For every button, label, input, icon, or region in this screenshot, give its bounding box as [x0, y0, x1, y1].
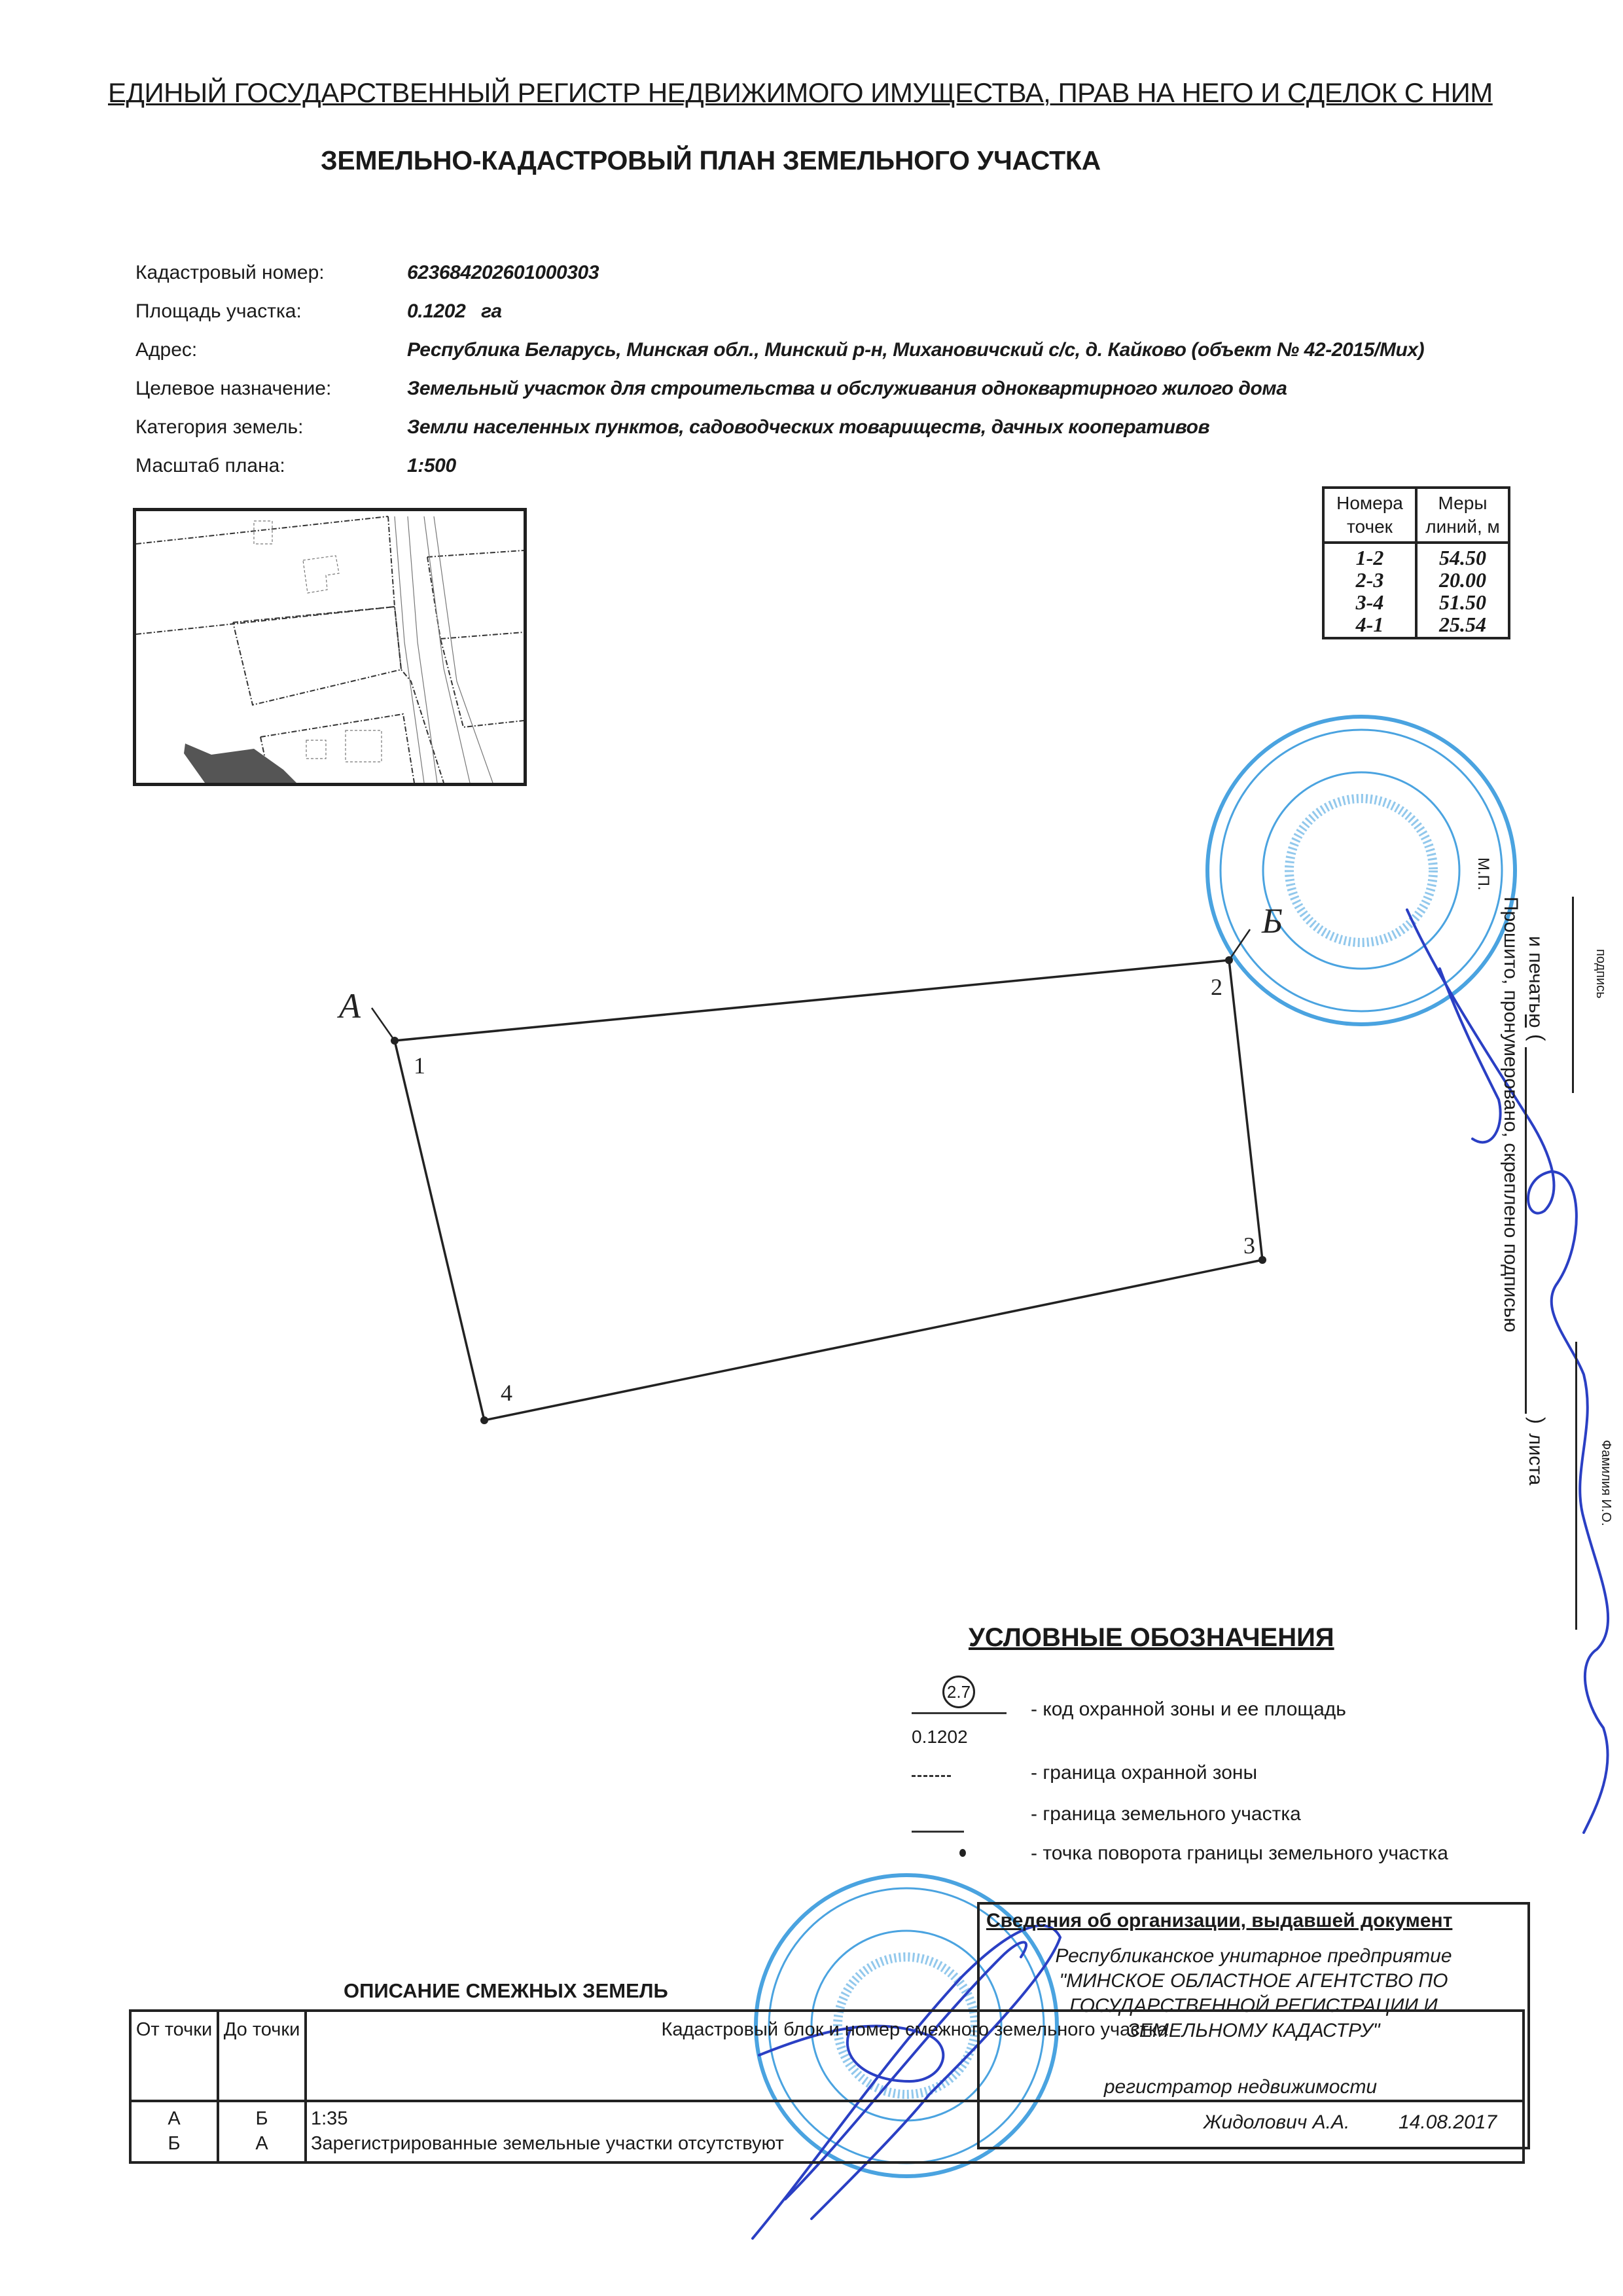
- building-outline: [306, 740, 326, 759]
- point-label-4: 4: [501, 1380, 512, 1406]
- overview-map: [133, 508, 527, 786]
- column-header-from: От точки: [130, 2011, 218, 2101]
- column-header-to: До точки: [218, 2011, 306, 2101]
- cadastral-number-label: Кадастровый номер:: [135, 262, 325, 283]
- adjacency-label-a: А: [339, 986, 361, 1026]
- building-outline: [346, 730, 382, 762]
- point-label-3: 3: [1243, 1232, 1255, 1259]
- table-row: [130, 2131, 1524, 2162]
- adjacent-lands-table: [129, 2009, 1525, 2164]
- issuer-org-line: ЗЕМЕЛЬНОМУ КАДАСТРУ": [1127, 2020, 1380, 2041]
- turning-point-2: [1225, 956, 1233, 964]
- leader-line-b: [1229, 929, 1250, 960]
- points-cell: 4-1: [1323, 613, 1416, 638]
- cadastral-number-value: 623684202601000303: [407, 262, 599, 283]
- from-point-cell: А: [130, 2101, 218, 2131]
- point-label-2: 2: [1211, 974, 1222, 1000]
- table-row: [1323, 613, 1509, 638]
- signature-line: [1572, 897, 1594, 1093]
- points-cell: 2-3: [1323, 569, 1416, 591]
- zone-area-value: 0.1202: [912, 1727, 968, 1747]
- road-edge: [408, 516, 437, 783]
- legend-item-turning-point: - точка поворота границы земельного участка: [1031, 1842, 1448, 1864]
- building-outline: [254, 521, 272, 544]
- issuer-org-line: ГОСУДАРСТВЕННОЙ РЕГИСТРАЦИИ И: [1069, 1995, 1438, 2017]
- table-row: [1323, 543, 1509, 569]
- protection-zone-line-symbol: [912, 1775, 951, 1777]
- area-label: Площадь участка:: [135, 300, 302, 322]
- scale-label: Масштаб плана:: [135, 455, 285, 476]
- building-outline: [303, 556, 339, 593]
- from-point-cell: Б: [130, 2131, 218, 2162]
- open-paren: (: [1525, 1034, 1549, 1041]
- length-cell: 54.50: [1416, 543, 1509, 569]
- legend-item-zone-boundary: - граница охранной зоны: [1031, 1762, 1258, 1784]
- sheet-count-blank: [1525, 1014, 1546, 1028]
- length-cell: 51.50: [1416, 591, 1509, 613]
- issuer-name: Жидолович А.А.: [1204, 2111, 1350, 2133]
- binding-note: [1463, 857, 1620, 1630]
- turning-point-3: [1258, 1256, 1266, 1264]
- binding-text-line1: Прошито, пронумеровано, скреплено подписью: [1500, 897, 1522, 1333]
- length-cell: 25.54: [1416, 613, 1509, 638]
- column-header-lengths: Меры линий, м: [1416, 488, 1509, 543]
- line-lengths-table: [1322, 486, 1510, 639]
- name-caption: Фамилия И.О.: [1599, 1440, 1613, 1526]
- table-row: [1323, 591, 1509, 613]
- neighbor-boundary: [440, 632, 524, 639]
- table-header-row: [1323, 488, 1509, 543]
- points-cell: 1-2: [1323, 543, 1416, 569]
- leader-line-a: [372, 1008, 395, 1041]
- issuer-org-line: Республиканское унитарное предприятие: [1055, 1945, 1452, 1967]
- address-label: Адрес:: [135, 339, 198, 361]
- land-category-value: Земли населенных пунктов, садоводческих товариществ, дачных кооперативов: [407, 416, 1210, 438]
- address-value: Республика Беларусь, Минская обл., Минский р-н, Михановичский с/с, д. Кайково (объект № 42-2015/Мих): [407, 339, 1425, 361]
- water-body: [184, 744, 296, 783]
- land-category-label: Категория земель:: [135, 416, 304, 438]
- description-cell: 1:35: [306, 2101, 1524, 2131]
- zone-code-symbol: 2.7: [942, 1676, 975, 1708]
- table-row: [130, 2101, 1524, 2131]
- issuer-org-line: "МИНСКОЕ ОБЛАСТНОЕ АГЕНТСТВО ПО: [1059, 1970, 1448, 1992]
- name-line: [1575, 1342, 1597, 1630]
- document-title: ЗЕМЕЛЬНО-КАДАСТРОВЫЙ ПЛАН ЗЕМЕЛЬНОГО УЧАСТКА: [321, 145, 1101, 175]
- overview-map-drawing: [136, 511, 524, 783]
- purpose-label: Целевое назначение:: [135, 378, 332, 399]
- signature-caption: подпись: [1594, 949, 1608, 999]
- sheets-word: листа: [1525, 1433, 1546, 1486]
- scale-value: 1:500: [407, 455, 456, 476]
- stamp-inner-ring: [1263, 772, 1459, 969]
- issuer-position: регистратор недвижимости: [1103, 2076, 1378, 2098]
- neighbor-boundary: [427, 557, 524, 727]
- to-point-cell: А: [218, 2131, 306, 2162]
- parcel-boundary-line-symbol: [912, 1831, 964, 1833]
- stamp-ring: [1221, 730, 1502, 1011]
- turning-point-symbol: [959, 1849, 966, 1857]
- neighbor-boundary: [427, 550, 524, 557]
- adjacent-lands-title: ОПИСАНИЕ СМЕЖНЫХ ЗЕМЕЛЬ: [344, 1979, 668, 2002]
- adjacency-label-b: Б: [1262, 901, 1283, 941]
- area-value: 0.1202 га: [407, 300, 502, 322]
- stamp-emblem: [1289, 798, 1433, 942]
- to-point-cell: Б: [218, 2101, 306, 2131]
- parcel-boundary: [395, 960, 1262, 1420]
- turning-point-4: [480, 1416, 488, 1424]
- sheet-count-words-blank: [1525, 1047, 1546, 1414]
- description-cell: Зарегистрированные земельные участки отсутствуют: [306, 2131, 1524, 2162]
- neighbor-boundary: [136, 516, 388, 544]
- table-header-row: [130, 2011, 1524, 2101]
- close-paren: ): [1525, 1417, 1549, 1424]
- issue-date: 14.08.2017: [1399, 2111, 1497, 2133]
- length-cell: 20.00: [1416, 569, 1509, 591]
- legend-item-parcel-boundary: - граница земельного участка: [1031, 1803, 1301, 1825]
- issuer-header: Сведения об организации, выдавшей документ: [986, 1910, 1453, 1931]
- zone-fraction-line: [912, 1712, 1007, 1714]
- column-header-description: Кадастровый блок и номер смежного земельного участка: [306, 2011, 1524, 2101]
- stamp-place-label: М.П.: [1474, 857, 1492, 891]
- legend-item-zone-code: - код охранной зоны и ее площадь: [1031, 1698, 1346, 1720]
- point-label-1: 1: [414, 1052, 425, 1079]
- legend-title: УСЛОВНЫЕ ОБОЗНАЧЕНИЯ: [969, 1623, 1334, 1652]
- binding-text-line2: и печатью: [1525, 936, 1546, 1028]
- table-row: [1323, 569, 1509, 591]
- points-cell: 3-4: [1323, 591, 1416, 613]
- registry-title: ЕДИНЫЙ ГОСУДАРСТВЕННЫЙ РЕГИСТР НЕДВИЖИМОГО ИМУЩЕСТВА, ПРАВ НА НЕГО И СДЕЛОК С НИМ: [108, 77, 1493, 108]
- column-header-points: Номера точек: [1323, 488, 1416, 543]
- turning-point-1: [391, 1037, 399, 1045]
- purpose-value: Земельный участок для строительства и обслуживания одноквартирного жилого дома: [407, 378, 1287, 399]
